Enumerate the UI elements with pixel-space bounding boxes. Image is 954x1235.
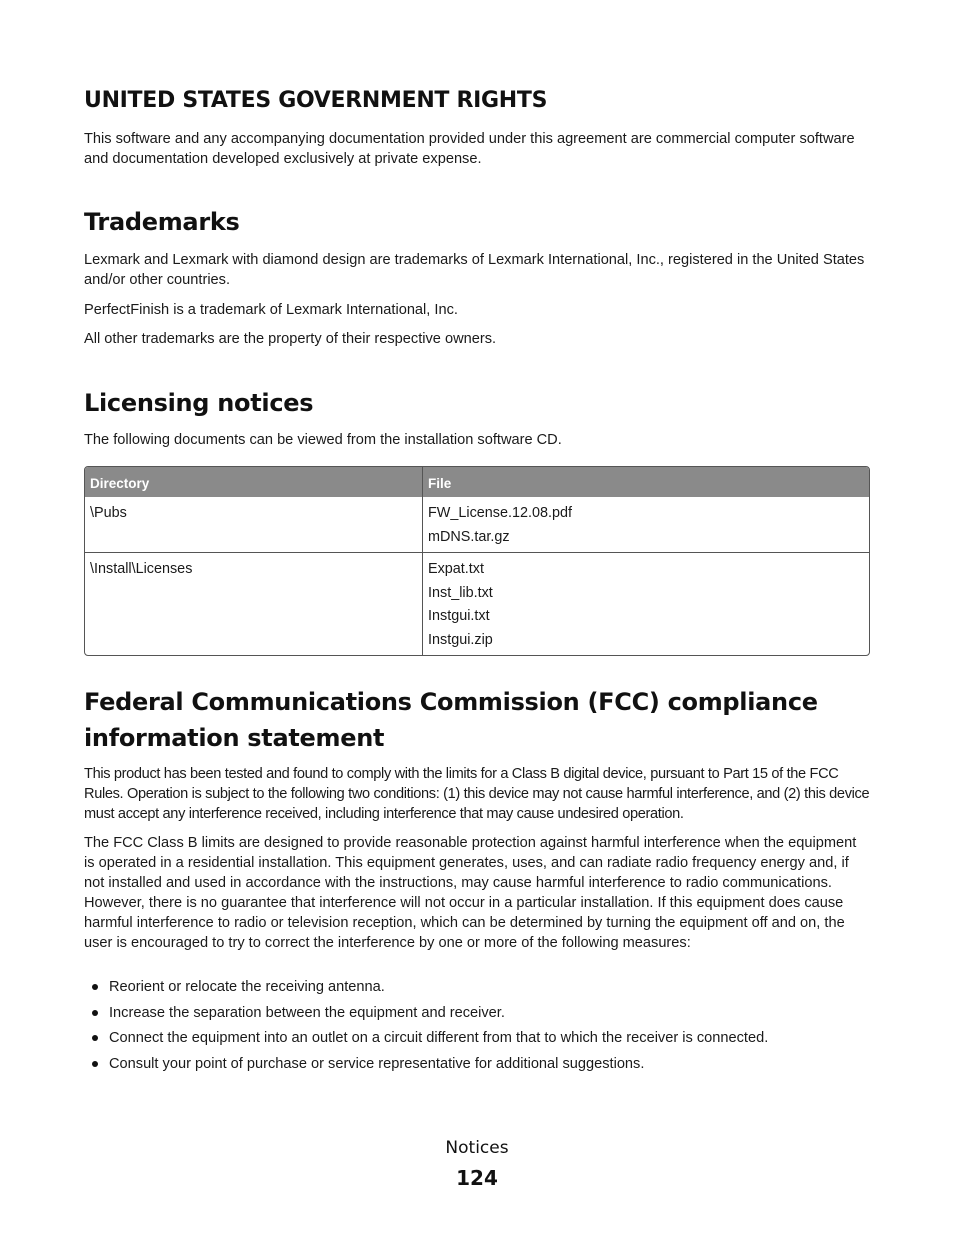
file-entry: FW_License.12.08.pdf <box>428 505 572 521</box>
trademarks-paragraph-1: Lexmark and Lexmark with diamond design are trademarks of Lexmark International, Inc., registered in the United States and/or other countries. <box>84 252 865 288</box>
table-row <box>85 497 869 552</box>
file-entry: Expat.txt <box>428 561 484 577</box>
licensing-heading: Licensing notices <box>84 389 314 417</box>
trademarks-paragraph-2: PerfectFinish is a trademark of Lexmark International, Inc. <box>84 302 458 318</box>
licensing-intro: The following documents can be viewed from the installation software CD. <box>84 432 562 448</box>
file-entry: mDNS.tar.gz <box>428 528 510 545</box>
table-header-directory: Directory <box>85 467 423 497</box>
bullet-icon <box>92 984 98 990</box>
table-header-file: File <box>423 467 869 497</box>
table-row <box>85 552 869 655</box>
list-item-text: Consult your point of purchase or service representative for additional suggestions. <box>109 1055 645 1072</box>
list-item-text: Connect the equipment into an outlet on a circuit different from that to which the receiver is connected. <box>109 1030 769 1046</box>
table-cell-files <box>423 497 869 552</box>
list-item <box>84 1053 870 1079</box>
fcc-paragraph-1: This product has been tested and found to comply with the limits for a Class B digital device, pursuant to Part 15 of the FCC Rules. Operation is subject to the following two conditions: (1) this device may not cause harmful interference, and (2) this device must accept any interference received, including interference that may cause undesired operation. <box>84 766 870 822</box>
list-item-text: Increase the separation between the equipment and receiver. <box>109 1004 505 1021</box>
list-item <box>84 1002 870 1028</box>
us-gov-rights-body: This software and any accompanying documentation provided under this agreement are commercial computer software and documentation developed exclusively at private expense. <box>84 131 855 167</box>
list-item <box>84 976 870 1002</box>
fcc-paragraph-2: The FCC Class B limits are designed to provide reasonable protection against harmful interference when the equipment is operated in a residential installation. This equipment generates, uses, and can radiate radio frequency energy and, if not installed and used in accordance with the instructions, may cause harmful interference to radio communications. However, there is no guarantee that interference will not occur in a particular installation. If this equipment does cause harmful interference to radio or television reception, which can be determined by turning the equipment off and on, the user is encouraged to try to correct the interference by one or more of the following measures: <box>84 835 857 951</box>
table-header-row <box>85 467 869 497</box>
file-entry: Instgui.zip <box>428 631 493 648</box>
table-cell-directory: \Install\Licenses <box>85 552 423 655</box>
bullet-icon <box>92 1061 98 1067</box>
us-gov-rights-heading: UNITED STATES GOVERNMENT RIGHTS <box>84 88 548 113</box>
file-entry: Inst_lib.txt <box>428 584 493 601</box>
fcc-measures-list <box>84 976 870 1078</box>
table-cell-files <box>423 552 869 655</box>
bullet-icon <box>92 1010 98 1016</box>
trademarks-heading: Trademarks <box>84 208 240 236</box>
table-cell-directory: \Pubs <box>85 497 423 552</box>
licensing-table <box>84 466 870 656</box>
fcc-heading: Federal Communications Commission (FCC) compliance information statement <box>84 688 818 752</box>
list-item-text: Reorient or relocate the receiving antenna. <box>109 979 385 995</box>
footer-section-name: Notices <box>445 1138 509 1158</box>
list-item <box>84 1027 870 1053</box>
trademarks-paragraph-3: All other trademarks are the property of their respective owners. <box>84 331 497 347</box>
bullet-icon <box>92 1035 98 1041</box>
footer-page-number: 124 <box>456 1166 498 1190</box>
file-entry: Instgui.txt <box>428 608 490 624</box>
